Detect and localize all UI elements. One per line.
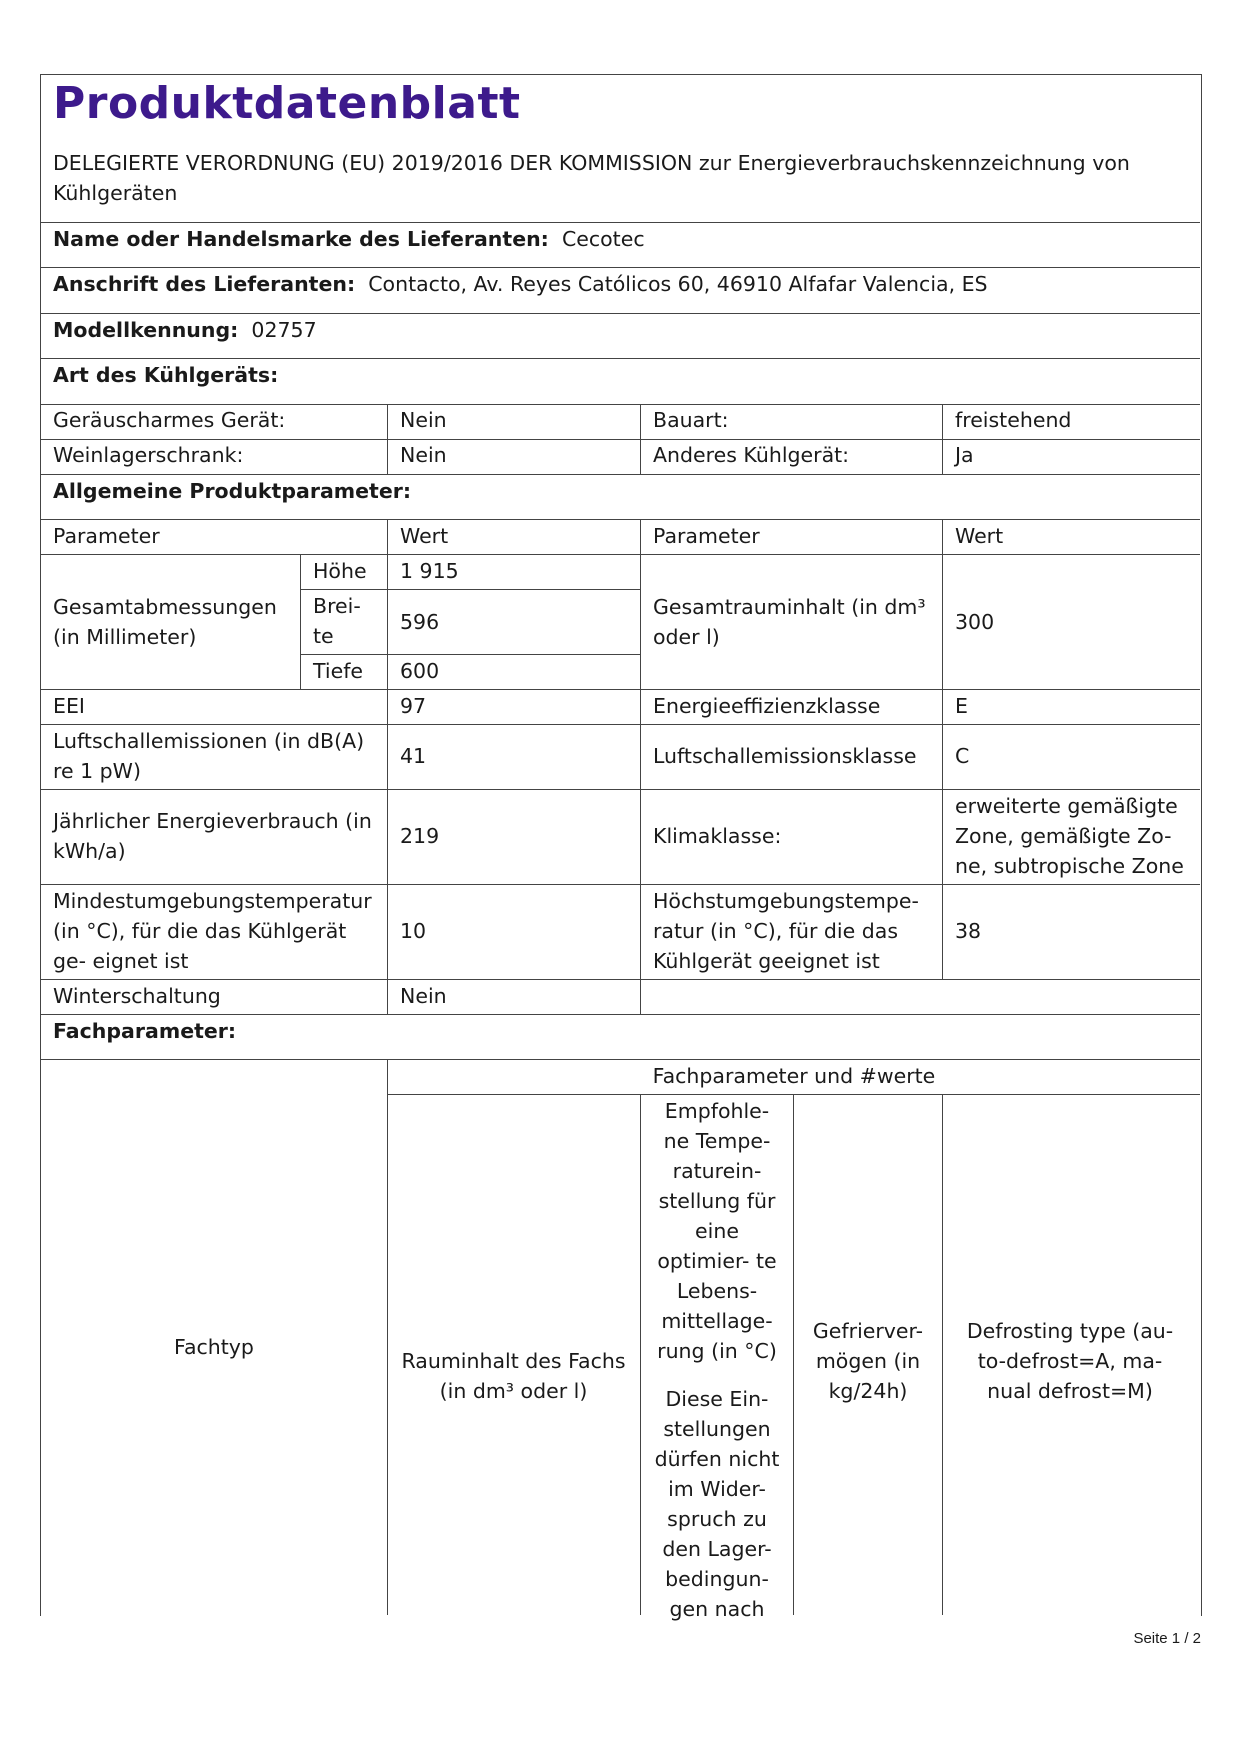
climate-class-value: erweiterte gemäßigte Zone, gemäßigte Zo- ne, subtropische Zone: [955, 794, 1184, 878]
design-value: freistehend: [955, 408, 1072, 432]
compartment-type-header: Fachtyp: [174, 1335, 254, 1359]
divider: [40, 789, 1200, 790]
column-divider: [387, 519, 388, 1014]
noise-class-value: C: [955, 744, 970, 768]
climate-class-label: Klimaklasse:: [653, 824, 782, 848]
col-value: Wert: [400, 524, 449, 548]
divider: [40, 979, 1200, 980]
width-label: Brei- te: [313, 594, 361, 648]
low-noise-label: Geräuscharmes Gerät:: [53, 408, 286, 432]
supplier-value: Cecotec: [561, 227, 645, 251]
divider: [40, 474, 1200, 475]
column-divider: [793, 1094, 794, 1615]
divider: [40, 689, 1200, 690]
min-temp-value: 10: [400, 919, 427, 943]
wine-storage-value: Nein: [400, 443, 447, 467]
width-value: 596: [400, 610, 440, 634]
energy-class-value: E: [955, 694, 968, 718]
column-divider: [300, 554, 301, 689]
model-value: 02757: [251, 318, 317, 342]
column-divider: [640, 1094, 641, 1615]
volume-value: 300: [955, 610, 995, 634]
col-parameter: Parameter: [653, 524, 760, 548]
noise-class-label: Luftschallemissionsklasse: [653, 744, 917, 768]
other-appliance-label: Anderes Kühlgerät:: [653, 443, 850, 467]
page-title: Produktdatenblatt: [53, 78, 521, 129]
model-row: [53, 315, 317, 345]
divider: [40, 554, 1200, 555]
energy-class-label: Energieeffizienzklasse: [653, 694, 881, 718]
column-divider: [942, 1094, 943, 1615]
divider: [40, 222, 1200, 223]
max-temp-label: Höchstumgebungstempe- ratur (in °C), für die das Kühlgerät geeignet ist: [653, 889, 919, 973]
recommended-temp-header: Empfohle- ne Tempe- raturein- stellung für eine optimier- te Lebens- mittellage- rung (in °C): [657, 1099, 777, 1363]
supplier-row: [53, 224, 645, 254]
regulation-text: DELEGIERTE VERORDNUNG (EU) 2019/2016 DER KOMMISSION zur Energieverbrauchskennzeichnung von Kühlgeräten: [53, 151, 1130, 205]
recommended-temp-note: Diese Ein- stellungen dürfen nicht im Wider- spruch zu den Lager- bedingun- gen nach: [654, 1387, 780, 1621]
defrost-type-header: Defrosting type (au- to-defrost=A, ma- nual defrost=M): [966, 1319, 1174, 1403]
divider: [40, 1059, 1200, 1060]
compartment-heading: Fachparameter:: [53, 1019, 237, 1043]
column-divider: [942, 404, 943, 474]
divider: [40, 1014, 1200, 1015]
height-value: 1 915: [400, 559, 459, 583]
max-temp-value: 38: [955, 919, 982, 943]
divider: [40, 884, 1200, 885]
eei-label: EEI: [53, 694, 85, 718]
column-divider: [942, 519, 943, 979]
address-label: Anschrift des Lieferanten:: [53, 272, 356, 296]
depth-label: Tiefe: [313, 659, 364, 683]
supplier-label: Name oder Handelsmarke des Lieferanten:: [53, 227, 549, 251]
compartment-group-header: Fachparameter und #werte: [652, 1064, 936, 1088]
noise-value: 41: [400, 744, 427, 768]
divider: [40, 267, 1200, 268]
noise-label: Luftschallemissionen (in dB(A) re 1 pW): [53, 729, 365, 783]
page-number: Seite 1 / 2: [1133, 1630, 1201, 1647]
divider: [40, 358, 1200, 359]
divider: [40, 724, 1200, 725]
appliance-type-heading: Art des Kühlgeräts:: [53, 363, 279, 387]
eei-value: 97: [400, 694, 427, 718]
address-value: Contacto, Av. Reyes Católicos 60, 46910 Alfafar Valencia, ES: [368, 272, 988, 296]
divider: [300, 654, 640, 655]
min-temp-label: Mindestumgebungstemperatur (in °C), für die das Kühlgerät ge- eignet ist: [53, 889, 372, 973]
col-value: Wert: [955, 524, 1004, 548]
annual-energy-label: Jährlicher Energieverbrauch (in kWh/a): [53, 809, 372, 863]
column-divider: [640, 519, 641, 1014]
depth-value: 600: [400, 659, 440, 683]
winter-switch-label: Winterschaltung: [53, 984, 221, 1008]
annual-energy-value: 219: [400, 824, 440, 848]
divider: [40, 519, 1200, 520]
col-parameter: Parameter: [53, 524, 160, 548]
volume-label: Gesamtrauminhalt (in dm³ oder l): [653, 595, 926, 649]
design-label: Bauart:: [653, 408, 729, 432]
low-noise-value: Nein: [400, 408, 447, 432]
other-appliance-value: Ja: [955, 443, 974, 467]
divider: [40, 313, 1200, 314]
column-divider: [387, 1059, 388, 1615]
address-row: [53, 269, 988, 299]
wine-storage-label: Weinlagerschrank:: [53, 443, 244, 467]
model-label: Modellkennung:: [53, 318, 239, 342]
winter-switch-value: Nein: [400, 984, 447, 1008]
dimensions-label: Gesamtabmessungen (in Millimeter): [53, 595, 277, 649]
column-divider: [640, 404, 641, 474]
general-heading: Allgemeine Produktparameter:: [53, 479, 412, 503]
compartment-volume-header: Rauminhalt des Fachs (in dm³ oder l): [401, 1349, 626, 1403]
height-label: Höhe: [313, 559, 367, 583]
column-divider: [387, 404, 388, 474]
freezing-capacity-header: Gefrierver- mögen (in kg/24h): [812, 1319, 924, 1403]
divider: [300, 589, 640, 590]
